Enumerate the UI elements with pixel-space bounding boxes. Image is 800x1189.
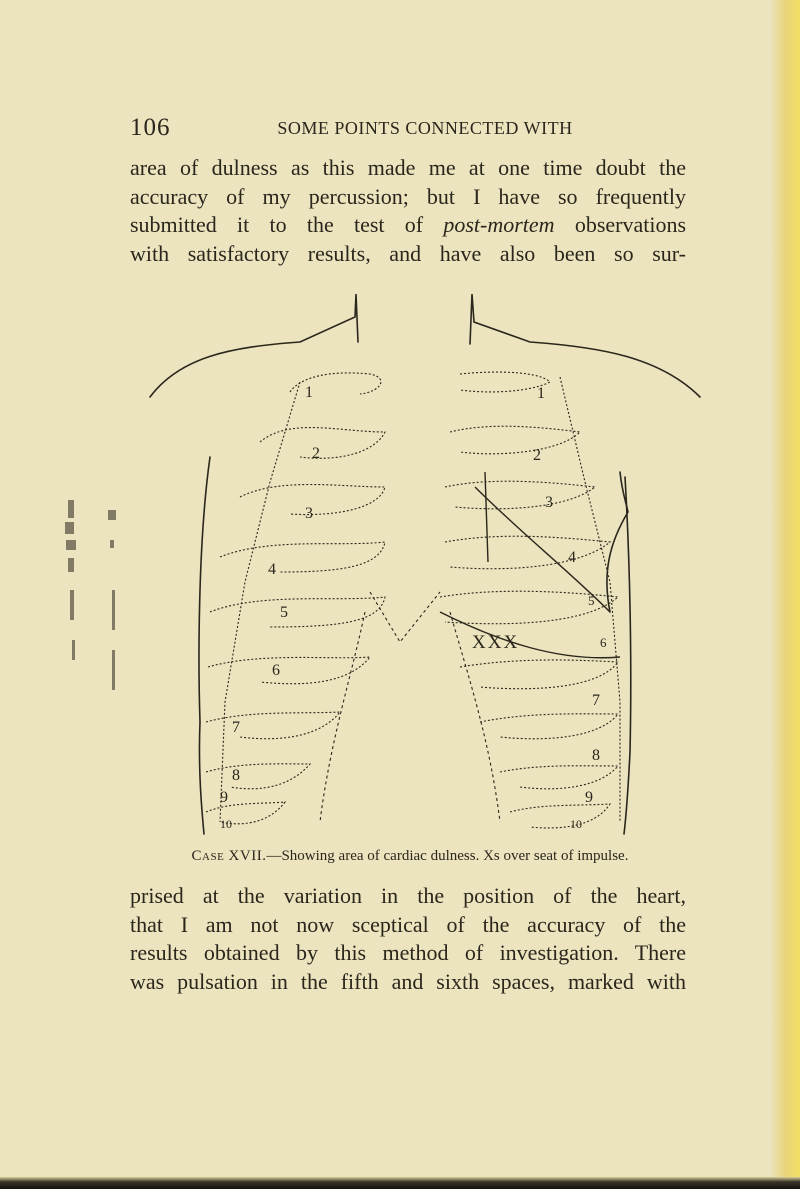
- right-rib-label: 4: [568, 549, 576, 566]
- figure-caption: [132, 848, 688, 865]
- right-rib-label: 8: [592, 747, 600, 764]
- text-line: accuracy of my percussion; but I have so frequently: [130, 183, 686, 209]
- right-rib-label: 5: [588, 593, 595, 608]
- page-edge: [770, 0, 800, 1189]
- left-rib-label: 7: [232, 719, 240, 736]
- right-rib-label: 7: [592, 692, 600, 709]
- right-rib-label: 1: [537, 385, 545, 402]
- running-head: SOME POINTS CONNECTED WITH: [277, 118, 573, 138]
- body-text-bottom: [130, 882, 686, 996]
- left-rib-label: 4: [268, 561, 276, 578]
- left-rib-label: 3: [305, 505, 313, 522]
- caption-text: —Showing area of cardiac dulness. Xs over seat of impulse.: [266, 848, 629, 864]
- italic-term: post-mortem: [443, 212, 555, 238]
- left-rib-label: 10: [220, 817, 232, 831]
- body-text-top: [130, 154, 686, 268]
- text-line: with satisfactory results, and have also been so sur-: [130, 240, 686, 266]
- left-rib-label: 9: [220, 789, 228, 806]
- right-rib-label: 9: [585, 789, 593, 806]
- right-rib-label: 3: [545, 494, 553, 511]
- right-rib-label: 6: [600, 635, 607, 650]
- text-line: area of dulness as this made me at one time doubt the: [130, 155, 686, 180]
- text-line: that I am not now sceptical of the accuracy of the: [130, 911, 686, 937]
- right-rib-label: 10: [570, 817, 582, 831]
- page-header: [130, 114, 690, 144]
- bleed-through-marks: [60, 500, 130, 760]
- text-line: results obtained by this method of investigation. There: [130, 940, 686, 966]
- left-rib-label: 1: [305, 384, 313, 401]
- text-fragment: observations: [574, 212, 687, 238]
- text-fragment: submitted it to the test of: [130, 212, 424, 238]
- left-rib-label: 5: [280, 604, 288, 621]
- impulse-marks: XXX: [472, 632, 520, 653]
- chest-diagram-svg: [140, 282, 720, 844]
- left-rib-label: 8: [232, 767, 240, 784]
- text-line: prised at the variation in the position of the heart,: [130, 883, 686, 908]
- chest-diagram: [140, 282, 720, 844]
- page-number: 106: [130, 114, 171, 141]
- page-bottom-edge: [0, 1177, 800, 1189]
- right-rib-label: 2: [533, 447, 541, 464]
- text-line: was pulsation in the fifth and sixth spaces, marked with: [130, 968, 686, 994]
- caption-case: Case XVII.: [191, 848, 267, 864]
- text-line: [130, 211, 686, 240]
- left-rib-label: 6: [272, 662, 280, 679]
- left-rib-label: 2: [312, 445, 320, 462]
